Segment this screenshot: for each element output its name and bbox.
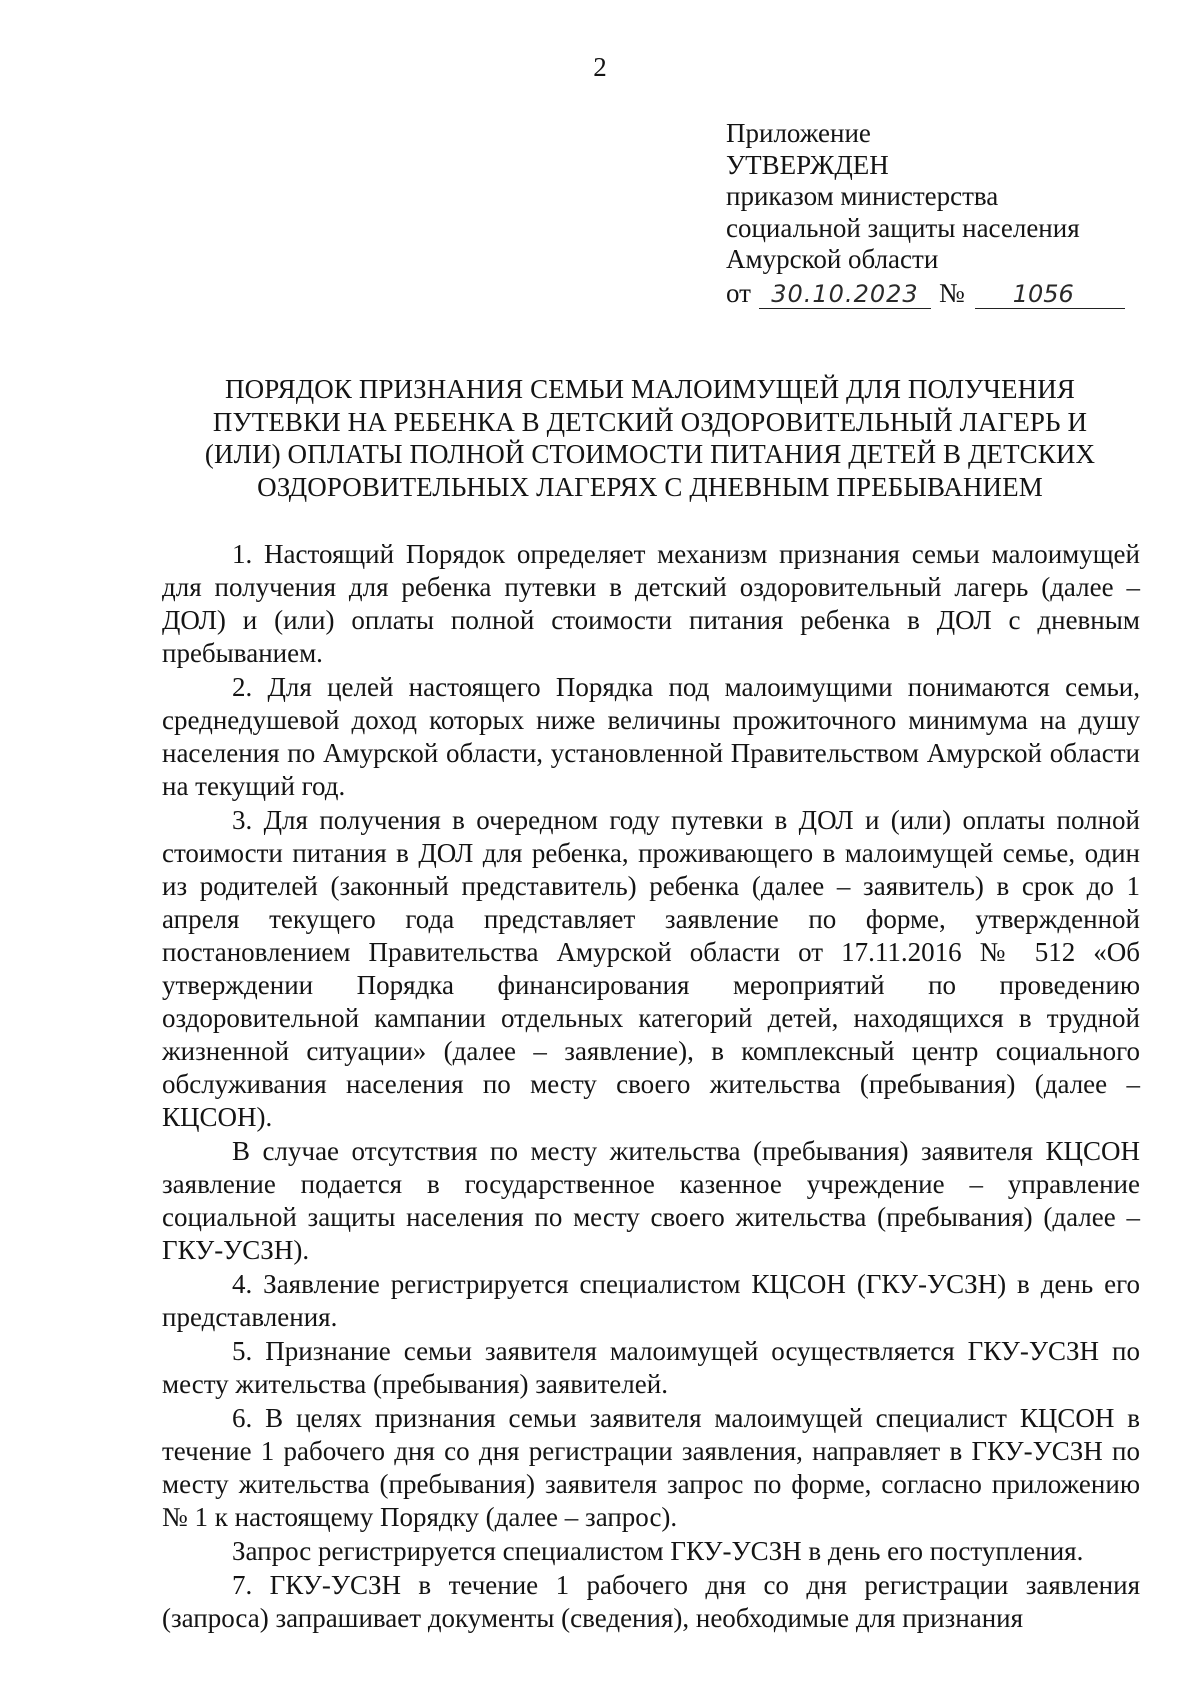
page-number: 2	[593, 52, 607, 82]
document-body	[162, 538, 1140, 1636]
paragraph-7: 7. ГКУ-УСЗН в течение 1 рабочего дня со дня регистрации заявления (запроса) запрашивает документы (сведения), необходимые для признания	[162, 1570, 1140, 1633]
date-prefix: от	[726, 277, 751, 308]
order-date-number-line	[726, 278, 1166, 310]
paragraph-3-continuation: В случае отсутствия по месту жительства (пребывания) заявителя КЦСОН заявление подается в государственное казенное учреждение – управление социальной защиты населения по месту своего жительства (пребывания) (далее – ГКУ-УСЗН).	[162, 1136, 1140, 1265]
title-line: ОЗДОРОВИТЕЛЬНЫХ ЛАГЕРЯХ С ДНЕВНЫМ ПРЕБЫВАНИЕМ	[257, 471, 1043, 502]
title-line: (ИЛИ) ОПЛАТЫ ПОЛНОЙ СТОИМОСТИ ПИТАНИЯ ДЕТЕЙ В ДЕТСКИХ	[204, 439, 1096, 470]
order-date-handwritten: 30.10.2023	[759, 282, 931, 309]
approval-line-approved: УТВЕРЖДЕН	[726, 149, 889, 180]
approval-line-ministry: социальной защиты населения	[726, 212, 1080, 243]
number-sign: №	[938, 277, 965, 308]
approval-line-region: Амурской области	[726, 244, 939, 275]
paragraph-3: 3. Для получения в очередном году путевки в ДОЛ и (или) оплаты полной стоимости питания в ДОЛ для ребенка, проживающего в малоимущей семье, один из родителей (законный представитель) ребенка (далее – заявитель) в срок до 1 апреля текущего года представляет заявление по форме, утвержденной постановлением Правительства Амурской области от 17.11.2016 № 512 «Об утверждении Порядка финансирования мероприятий по проведению оздоровительной кампании отдельных категорий детей, находящихся в трудной жизненной ситуации» (далее – заявление), в комплексный центр социального обслуживания населения по месту своего жительства (пребывания) (далее – КЦСОН).	[162, 805, 1140, 1132]
approval-line-appendix: Приложение	[726, 118, 871, 148]
order-number-handwritten: 1056	[975, 282, 1125, 309]
paragraph-6-continuation: Запрос регистрируется специалистом ГКУ-УСЗН в день его поступления.	[232, 1536, 1084, 1566]
document-title	[150, 373, 1150, 504]
paragraph-2: 2. Для целей настоящего Порядка под малоимущими понимаются семьи, среднедушевой доход которых ниже величины прожиточного минимума на душу населения по Амурской области, установленной Правительством Амурской области на текущий год.	[162, 672, 1140, 801]
approval-line-order: приказом министерства	[726, 181, 999, 212]
paragraph-6: 6. В целях признания семьи заявителя малоимущей специалист КЦСОН в течение 1 рабочего дня со дня регистрации заявления, направляет в ГКУ-УСЗН по месту жительства (пребывания) заявителя запрос по форме, согласно приложению № 1 к настоящему Порядку (далее – запрос).	[162, 1403, 1140, 1532]
title-line: ПОРЯДОК ПРИЗНАНИЯ СЕМЬИ МАЛОИМУЩЕЙ ДЛЯ ПОЛУЧЕНИЯ	[225, 374, 1075, 404]
paragraph-4: 4. Заявление регистрируется специалистом КЦСОН (ГКУ-УСЗН) в день его представления.	[162, 1269, 1140, 1332]
title-line: ПУТЕВКИ НА РЕБЕНКА В ДЕТСКИЙ ОЗДОРОВИТЕЛЬНЫЙ ЛАГЕРЬ И	[212, 406, 1088, 437]
paragraph-5: 5. Признание семьи заявителя малоимущей осуществляется ГКУ-УСЗН по месту жительства (пребывания) заявителей.	[162, 1336, 1140, 1399]
paragraph-1: 1. Настоящий Порядок определяет механизм признания семьи малоимущей для получения для ребенка путевки в детский оздоровительный лагерь (далее – ДОЛ) и (или) оплаты полной стоимости питания ребенка в ДОЛ с дневным пребыванием.	[162, 539, 1140, 668]
approval-block	[726, 118, 1166, 309]
